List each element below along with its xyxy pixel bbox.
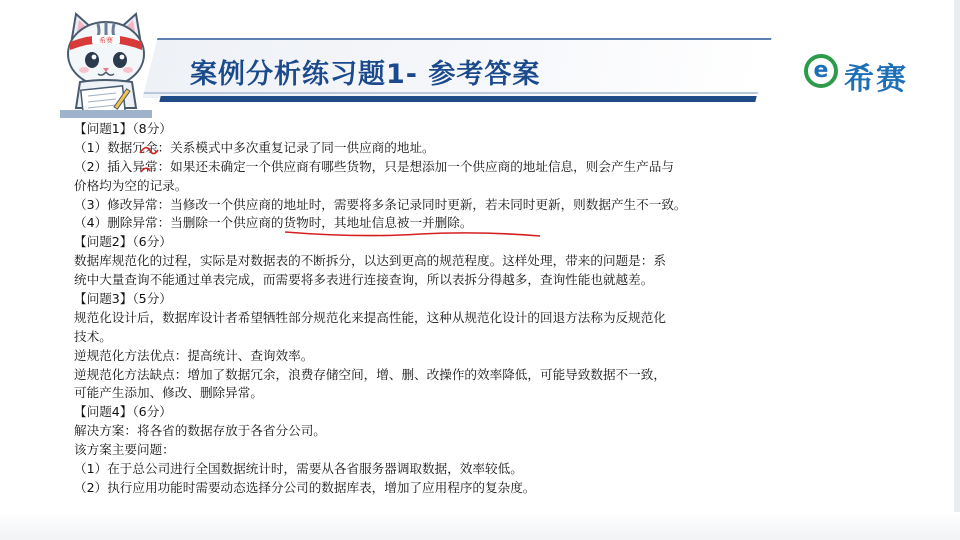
question-4-heading: 【问题4】（6分）	[74, 404, 172, 420]
brand-e-icon: e	[804, 54, 838, 88]
answer-4-problem-1: （1）在于总公司进行全国数据统计时，需要从各省服务器调取数据，效率较低。	[74, 461, 523, 477]
annotation-mark-redundancy	[140, 148, 158, 154]
brand-name: 希赛	[844, 62, 908, 97]
answer-2-para-2: 统中大量查询不能通过单表完成，而需要将多表进行连接查询，所以表拆分得越多，查询性能也就越差。	[74, 272, 654, 288]
answer-1-4: （4）删除异常：当删除一个供应商的货物时，其地址信息被一并删除。	[74, 215, 473, 231]
answer-3-disadvantages-continued: 可能产生添加、修改、删除异常。	[74, 385, 263, 401]
answer-4-solution: 解决方案：将各省的数据存放于各省分公司。	[74, 423, 326, 439]
answer-4-problems-heading: 该方案主要问题：	[74, 442, 175, 458]
answer-1-2: （2）插入异常：如果还未确定一个供应商有哪些货物，只是想添加一个供应商的地址信息，则会产生产品与	[74, 158, 674, 174]
annotation-underline-delete-anomaly	[285, 232, 540, 236]
answer-3-advantages: 逆规范化方法优点：提高统计、查询效率。	[74, 347, 314, 363]
question-2-heading: 【问题2】（6分）	[74, 234, 172, 250]
annotation-mark-insert	[141, 168, 150, 172]
answer-1-2-continued: 价格均为空的记录。	[74, 177, 188, 193]
answer-3-para-1: 规范化设计后，数据库设计者希望牺牲部分规范化来提高性能，这种从规范化设计的回退方法称为反规范化	[74, 309, 666, 325]
answer-3-para-2: 技术。	[74, 328, 112, 344]
answer-4-problem-2: （2）执行应用功能时需要动态选择分公司的数据库表，增加了应用程序的复杂度。	[74, 479, 536, 495]
answer-1-1: （1）数据冗余：关系模式中多次重复记录了同一供应商的地址。	[74, 139, 435, 155]
question-1-heading: 【问题1】（8分）	[74, 121, 172, 136]
answer-2-para-1: 数据库规范化的过程，实际是对数据表的不断拆分，以达到更高的规范程度。这样处理，带来的问题是：系	[74, 253, 666, 269]
question-3-heading: 【问题3】（5分）	[74, 291, 172, 307]
mascot-badge: 希赛	[99, 36, 113, 45]
answer-3-disadvantages: 逆规范化方法缺点：增加了数据冗余，浪费存储空间，增、删、改操作的效率降低，可能导致数据不一致，	[74, 366, 666, 382]
page-title: 案例分析练习题1- 参考答案	[190, 59, 541, 90]
answer-1-3: （3）修改异常：当修改一个供应商的地址时，需要将多条记录同时更新，若未同时更新，则数据产生不一致。	[74, 196, 687, 212]
